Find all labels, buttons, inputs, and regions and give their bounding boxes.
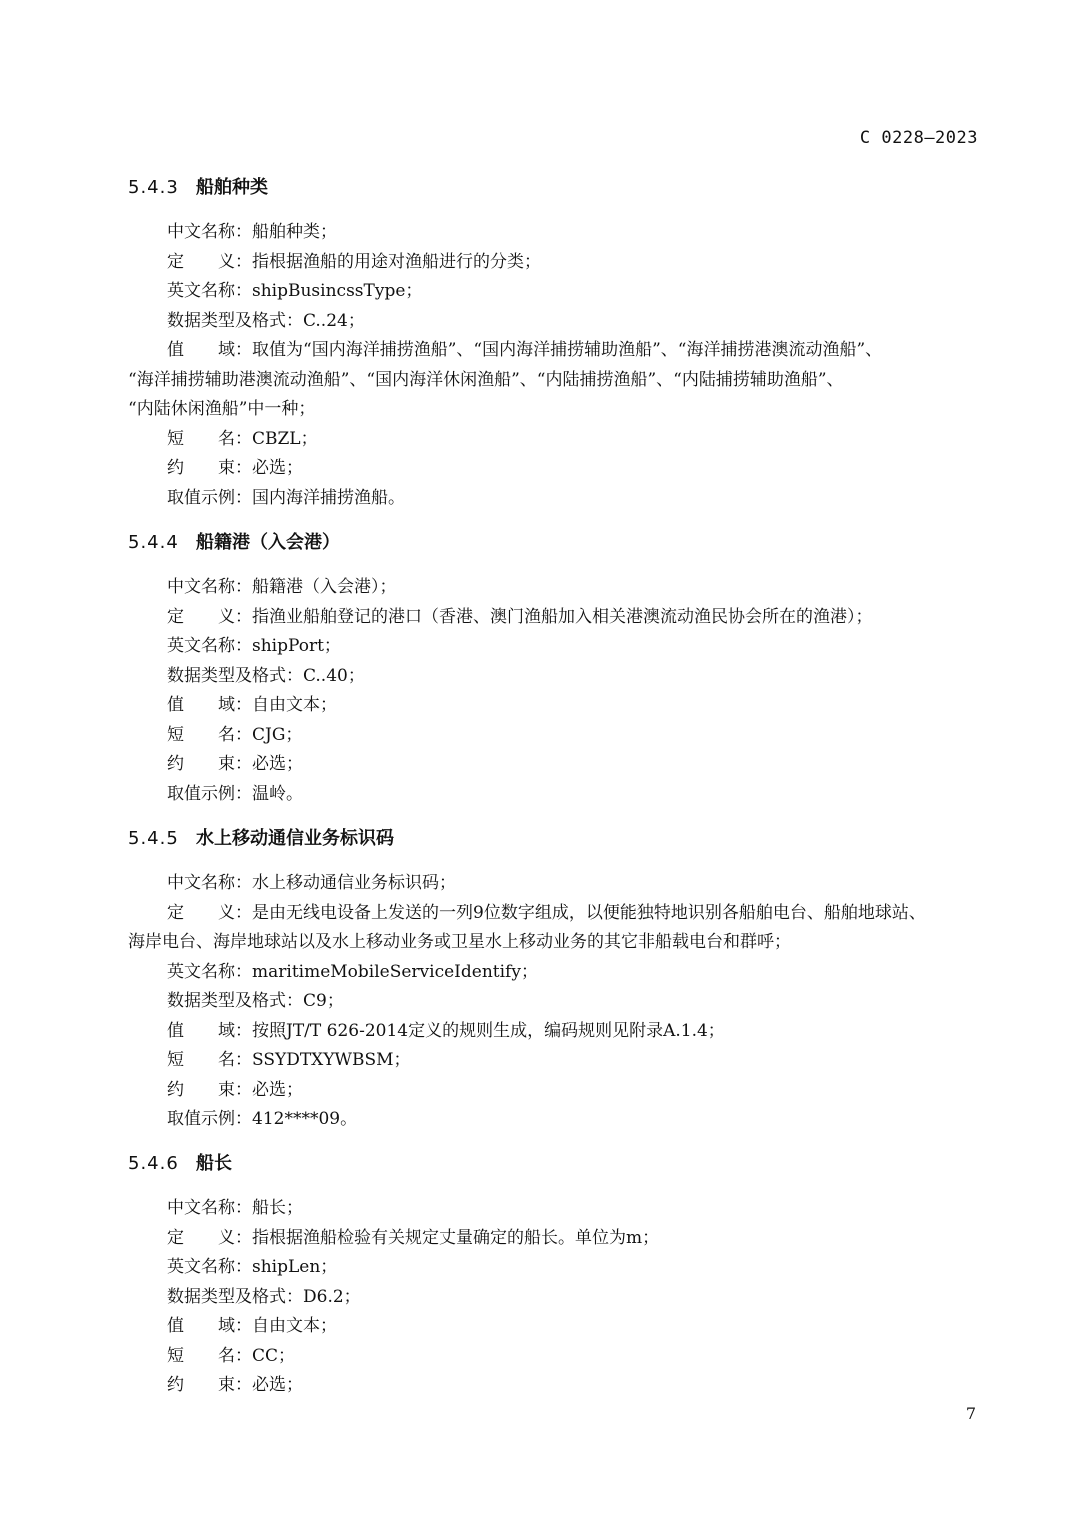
field-definition: 定 义：指根据渔船检验有关规定丈量确定的船长。单位为m； bbox=[167, 1228, 660, 1248]
field-definition: 定 义：指渔业船舶登记的港口（香港、澳门渔船加入相关港澳流动渔民协会所在的渔港）； bbox=[167, 607, 873, 627]
page-header-code: C 0228—2023 bbox=[859, 128, 978, 148]
field-value-domain-cont: “海洋捕捞辅助港澳流动渔船”、“国内海洋休闲渔船”、“内陆捕捞渔船”、“内陆捕捞辅助渔船”、 bbox=[128, 370, 844, 390]
section-number: 5.4.6 bbox=[128, 1153, 179, 1174]
field-chinese-name: 中文名称：船舶种类； bbox=[167, 222, 337, 242]
field-value-domain: 值 域：按照JT/T 626-2014定义的规则生成，编码规则见附录A.1.4； bbox=[167, 1021, 725, 1041]
section-title: 水上移动通信业务标识码 bbox=[196, 828, 394, 849]
field-short-name: 短 名：CJG； bbox=[167, 725, 303, 745]
field-value-domain: 值 域：自由文本； bbox=[167, 695, 337, 715]
field-value-domain-cont: “内陆休闲渔船”中一种； bbox=[128, 399, 316, 419]
field-data-type: 数据类型及格式：C..24； bbox=[167, 311, 365, 331]
field-example: 取值示例：国内海洋捕捞渔船。 bbox=[167, 488, 405, 508]
field-english-name: 英文名称：shipBusincssType； bbox=[167, 281, 423, 301]
page-number: 7 bbox=[965, 1404, 976, 1423]
field-constraint: 约 束：必选； bbox=[167, 458, 303, 478]
field-short-name: 短 名：CBZL； bbox=[167, 429, 318, 449]
field-english-name: 英文名称：shipPort； bbox=[167, 636, 341, 656]
section-heading bbox=[128, 531, 340, 555]
section-number: 5.4.5 bbox=[128, 828, 179, 849]
field-short-name: 短 名：CC； bbox=[167, 1346, 296, 1366]
section-number: 5.4.4 bbox=[128, 532, 179, 553]
field-data-type: 数据类型及格式：D6.2； bbox=[167, 1287, 361, 1307]
field-definition: 定 义：指根据渔船的用途对渔船进行的分类； bbox=[167, 252, 541, 272]
field-data-type: 数据类型及格式：C9； bbox=[167, 991, 344, 1011]
section-title: 船长 bbox=[196, 1153, 232, 1174]
field-constraint: 约 束：必选； bbox=[167, 1375, 303, 1395]
section-number: 5.4.3 bbox=[128, 177, 179, 198]
section-heading bbox=[128, 1152, 232, 1176]
field-constraint: 约 束：必选； bbox=[167, 1080, 303, 1100]
field-chinese-name: 中文名称：船长； bbox=[167, 1198, 303, 1218]
field-value-domain: 值 域：取值为“国内海洋捕捞渔船”、“国内海洋捕捞辅助渔船”、“海洋捕捞港澳流动渔船”、 bbox=[167, 340, 883, 360]
field-chinese-name: 中文名称：船籍港（入会港）； bbox=[167, 577, 397, 597]
field-english-name: 英文名称：shipLen； bbox=[167, 1257, 338, 1277]
field-chinese-name: 中文名称：水上移动通信业务标识码； bbox=[167, 873, 456, 893]
field-english-name: 英文名称：maritimeMobileServiceIdentify； bbox=[167, 962, 538, 982]
field-definition: 定 义：是由无线电设备上发送的一列9位数字组成，以便能独特地识别各船舶电台、船舶地球站、 bbox=[167, 903, 926, 923]
section-title: 船籍港（入会港） bbox=[196, 532, 340, 553]
section-title: 船舶种类 bbox=[196, 177, 268, 198]
field-example: 取值示例：温岭。 bbox=[167, 784, 303, 804]
field-short-name: 短 名：SSYDTXYWBSM； bbox=[167, 1050, 411, 1070]
field-example: 取值示例：412****09。 bbox=[167, 1109, 358, 1129]
section-heading bbox=[128, 176, 268, 200]
field-constraint: 约 束：必选； bbox=[167, 754, 303, 774]
field-data-type: 数据类型及格式：C..40； bbox=[167, 666, 365, 686]
field-value-domain: 值 域：自由文本； bbox=[167, 1316, 337, 1336]
field-definition-cont: 海岸电台、海岸地球站以及水上移动业务或卫星水上移动业务的其它非船载电台和群呼； bbox=[128, 932, 791, 952]
section-heading bbox=[128, 827, 394, 851]
